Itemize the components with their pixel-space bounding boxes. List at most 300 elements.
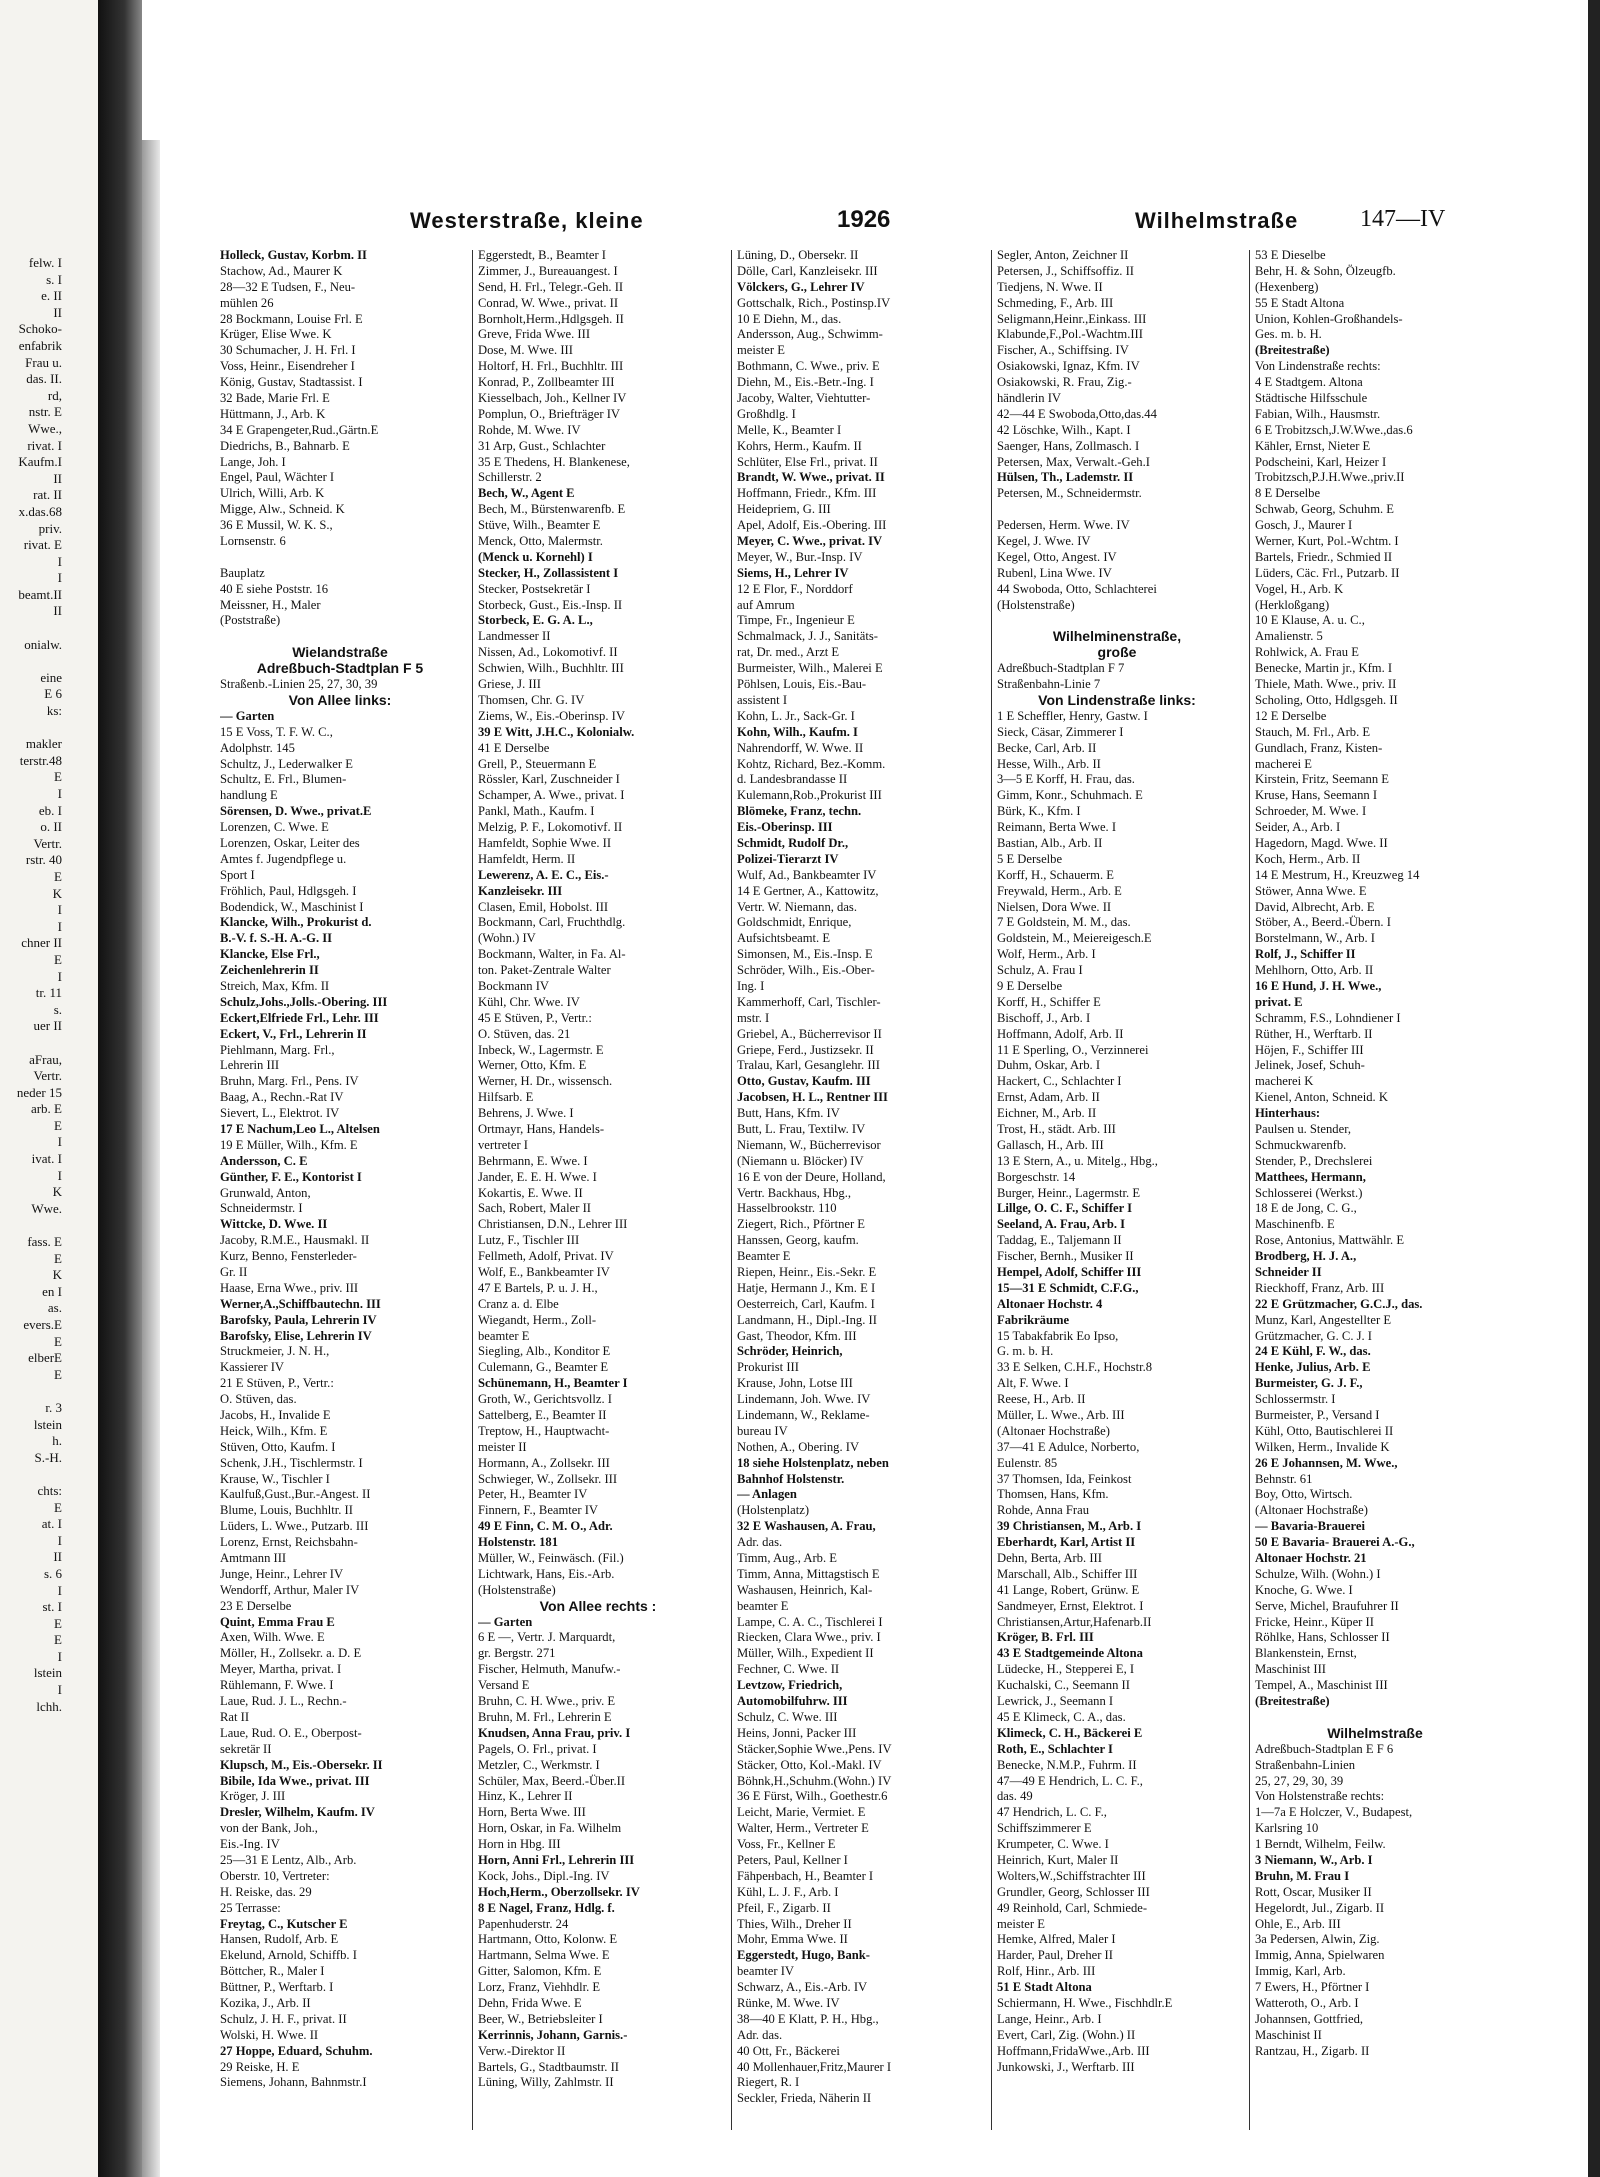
directory-entry: Bockmann, Carl, Fruchthdlg.: [478, 915, 626, 930]
directory-entry: Stender, P., Drechslerei: [1255, 1153, 1373, 1168]
directory-entry: Knoche, G. Wwe. I: [1255, 1582, 1353, 1597]
directory-entry: Blankenstein, Ernst,: [1255, 1646, 1357, 1661]
directory-entry: auf Amrum: [737, 597, 795, 612]
directory-entry: 12 E Flor, F., Norddorf: [737, 581, 853, 596]
directory-entry: Gottschalk, Rich., Postinsp.IV: [737, 295, 891, 310]
directory-entry: Ing. I: [737, 978, 765, 993]
fragment-line: enfabrik: [18, 337, 62, 353]
directory-entry: Versand E: [478, 1678, 530, 1693]
fragment-line: [0, 1035, 62, 1052]
fragment-line: E: [54, 1632, 62, 1648]
directory-entry: 12 E Derselbe: [1255, 708, 1327, 723]
directory-entry: Riegert, R. I: [737, 2075, 800, 2090]
directory-entry: Schwieger, W., Zollsekr. III: [478, 1471, 618, 1486]
directory-entry: Schüler, Max, Beerd.-Über.II: [478, 1773, 626, 1788]
directory-entry: Bürk, K., Kfm. I: [997, 804, 1081, 819]
directory-entry: (Altonaer Hochstraße): [1255, 1503, 1368, 1518]
running-head-year: 1926: [837, 206, 891, 233]
directory-entry: Rolf, Hinr., Arb. III: [997, 1964, 1096, 1979]
directory-entry: Treptow, H., Hauptwacht-: [478, 1423, 610, 1438]
directory-entry: Adreßbuch-Stadtplan F 7: [997, 661, 1125, 676]
directory-entry: Tralau, Karl, Gesanglehr. III: [737, 1058, 880, 1073]
directory-entry: Ziegert, Rich., Pförtner E: [737, 1217, 865, 1232]
fragment-line: nstr. E: [28, 404, 62, 420]
directory-entry: Lornsenstr. 6: [220, 534, 286, 549]
street-heading: Von Lindenstraße links:: [1038, 692, 1196, 708]
street-heading: Von Allee rechts :: [539, 1598, 657, 1614]
directory-entry: Grundler, Georg, Schlosser III: [997, 1884, 1150, 1899]
directory-entry: Thomsen, Chr. G. IV: [478, 692, 585, 707]
directory-entry: Werner, H. Dr., wissensch.: [478, 1074, 613, 1089]
directory-entry: Conrad, W. Wwe., privat. II: [478, 295, 619, 310]
fragment-line: [0, 620, 62, 637]
directory-entry: Kröger, J. III: [220, 1789, 286, 1804]
directory-entry: O. Stüven, das.: [220, 1392, 297, 1407]
directory-entry: Bruhn, M. Frl., Lehrerin E: [478, 1709, 612, 1724]
directory-entry: Ziems, W., Eis.-Oberinsp. IV: [478, 708, 625, 723]
street-heading: Wilhelmstraße: [1327, 1725, 1423, 1741]
directory-entry: Vertr. W. Niemann, das.: [737, 899, 857, 914]
directory-entry: Jacoby, R.M.E., Hausmakl. II: [220, 1233, 370, 1248]
directory-entry: 43 E Stadtgemeinde Altona: [997, 1646, 1143, 1661]
directory-entry: Wolters,W.,Schiffstrachter III: [997, 1868, 1146, 1883]
fragment-line: I: [57, 968, 62, 984]
directory-entry: O. Stüven, das. 21: [478, 1026, 571, 1041]
directory-entry: Stöber, A., Beerd.-Übern. I: [1255, 915, 1391, 930]
directory-entry: Fischer, Bernh., Musiker II: [997, 1249, 1134, 1264]
directory-entry: Hempel, Adolf, Schiffer III: [997, 1265, 1142, 1279]
directory-entry: Kulemann,Rob.,Prokurist III: [737, 788, 882, 803]
directory-entry: Rüther, H., Werftarb. II: [1255, 1026, 1373, 1041]
directory-entry: [997, 502, 1237, 518]
directory-entry: Eggerstedt, Hugo, Bank-: [737, 1948, 870, 1963]
fragment-line: Wwe.,: [28, 420, 62, 436]
directory-entry: von der Bank, Joh.,: [220, 1821, 318, 1836]
directory-entry: macherei E: [1255, 756, 1312, 771]
directory-entry: Kühl, Otto, Bautischlerei II: [1255, 1423, 1394, 1438]
directory-entry: Adr. das.: [737, 1535, 783, 1550]
fragment-line: I: [57, 1682, 62, 1698]
column-1: [220, 248, 460, 2091]
directory-entry: Straßenbahn-Linie 7: [997, 677, 1101, 692]
directory-entry: 38—40 E Klatt, P. H., Hbg.,: [737, 2011, 879, 2026]
directory-entry: Hüttmann, J., Arb. K: [220, 406, 326, 421]
fragment-line: E: [54, 951, 62, 967]
fragment-line: I: [57, 1134, 62, 1150]
directory-entry: Rohlwick, A. Frau E: [1255, 645, 1359, 660]
fragment-line: II: [53, 1549, 62, 1565]
directory-entry: Schneider II: [1255, 1265, 1322, 1279]
directory-entry: Gallasch, H., Arb. III: [997, 1137, 1104, 1152]
fragment-line: chts:: [37, 1482, 62, 1498]
fragment-line: I: [57, 918, 62, 934]
directory-entry: 26 E Johannsen, M. Wwe.,: [1255, 1455, 1398, 1470]
directory-entry: Kaulfuß,Gust.,Bur.-Angest. II: [220, 1487, 371, 1502]
directory-entry: Lewrick, J., Seemann I: [997, 1694, 1114, 1709]
column-rule: [991, 250, 992, 2130]
fragment-line: [0, 1383, 62, 1400]
directory-entry: Junkowski, J., Werftarb. III: [997, 2059, 1135, 2074]
directory-entry: Fechner, C. Wwe. II: [737, 1662, 840, 1677]
directory-entry: Freytag, C., Kutscher E: [220, 1916, 348, 1931]
directory-entry: Tiedjens, N. Wwe. II: [997, 279, 1103, 294]
directory-entry: Pomplun, O., Briefträger IV: [478, 406, 620, 421]
directory-entry: Fabrikräume: [997, 1312, 1070, 1327]
directory-entry: 39 Christiansen, M., Arb. I: [997, 1519, 1142, 1534]
directory-entry: Rolf, J., Schiffer II: [1255, 947, 1356, 962]
directory-entry: Schulz, A. Frau I: [997, 963, 1083, 978]
street-heading: Von Allee links:: [288, 692, 392, 708]
directory-entry: Kirstein, Fritz, Seemann E: [1255, 772, 1389, 787]
directory-entry: (Wohn.) IV: [478, 931, 536, 946]
directory-entry: Hackert, C., Schlachter I: [997, 1074, 1122, 1089]
directory-entry: Ohle, E., Arb. III: [1255, 1916, 1341, 1931]
fragment-line: Vertr.: [33, 835, 62, 851]
directory-entry: Oesterreich, Carl, Kaufm. I: [737, 1296, 875, 1311]
directory-entry: Scholing, Otto, Hdlgsgeh. II: [1255, 692, 1398, 707]
directory-entry: Pedersen, Herm. Wwe. IV: [997, 518, 1130, 533]
directory-entry: Kock, Johs., Dipl.-Ing. IV: [478, 1868, 610, 1883]
fragment-line: terstr.48: [19, 752, 62, 768]
directory-entry: 5 E Derselbe: [997, 851, 1063, 866]
directory-entry: Völckers, G., Lehrer IV: [737, 279, 865, 294]
fragment-line: ks:: [46, 703, 62, 719]
directory-entry: Holstenstr. 181: [478, 1535, 558, 1550]
directory-entry: rat, Dr. med., Arzt E: [737, 645, 840, 660]
directory-entry: Schillerstr. 2: [478, 470, 542, 485]
directory-entry: Lindemann, Joh. Wwe. IV: [737, 1392, 871, 1407]
fragment-line: I: [57, 902, 62, 918]
directory-entry: Kohn, Wilh., Kaufm. I: [737, 724, 858, 739]
directory-entry: 24 E Kühl, F. W., das.: [1255, 1344, 1371, 1359]
directory-entry: Streich, Max, Kfm. II: [220, 978, 330, 993]
directory-entry: Bothmann, C. Wwe., priv. E: [737, 359, 880, 374]
directory-entry: Lorenzen, Oskar, Leiter des: [220, 835, 360, 850]
directory-entry: Eis.-Oberinsp. III: [737, 820, 833, 835]
directory-entry: Landmesser II: [478, 629, 551, 644]
directory-entry: Apel, Adolf, Eis.-Obering. III: [737, 518, 887, 533]
directory-entry: Pankl, Math., Kaufm. I: [478, 804, 595, 819]
directory-entry: Schröder, Heinrich,: [737, 1344, 843, 1359]
directory-entry: Hemke, Alfred, Maler I: [997, 1932, 1116, 1947]
fragment-line: as.: [47, 1300, 62, 1316]
directory-entry: 36 E Fürst, Wilh., Goethestr.6: [737, 1789, 888, 1804]
directory-entry: Bartels, Friedr., Schmied II: [1255, 549, 1393, 564]
directory-entry: 3—5 E Korff, H. Frau, das.: [997, 772, 1135, 787]
directory-entry: 8 E Derselbe: [1255, 486, 1321, 501]
directory-entry: Lorenz, Ernst, Reichsbahn-: [220, 1535, 358, 1550]
directory-entry: Rott, Oscar, Musiker II: [1255, 1884, 1372, 1899]
directory-entry: Lüders, L. Wwe., Putzarb. III: [220, 1519, 369, 1534]
directory-entry: Höjen, F., Schiffer III: [1255, 1042, 1364, 1057]
directory-entry: Kühl, L. J. F., Arb. I: [737, 1884, 839, 1899]
directory-entry: Korff, H., Schauerm. E: [997, 867, 1114, 882]
directory-entry: Siems, H., Lehrer IV: [737, 565, 849, 580]
fragment-line: K: [52, 885, 62, 901]
directory-entry: Ekelund, Arnold, Schiffb. I: [220, 1948, 357, 1963]
fragment-line: Frau u.: [25, 354, 62, 370]
directory-entry: Adr. das.: [737, 2027, 783, 2042]
fragment-line: E 6: [44, 686, 62, 702]
directory-entry: Borstelmann, W., Arb. I: [1255, 931, 1375, 946]
fragment-line: en I: [42, 1283, 62, 1299]
directory-entry: Hagedorn, Magd. Wwe. II: [1255, 835, 1388, 850]
directory-entry: Bornholt,Herm.,Hdlgsgeh. II: [478, 311, 624, 326]
directory-entry: Timm, Anna, Mittagstisch E: [737, 1566, 880, 1581]
directory-entry: Fellmeth, Adolf, Privat. IV: [478, 1249, 614, 1264]
directory-entry: assistent I: [737, 692, 788, 707]
directory-entry: Munz, Karl, Angestellter E: [1255, 1312, 1392, 1327]
directory-entry: Lange, Joh. I: [220, 454, 286, 469]
directory-entry: Lindemann, W., Reklame-: [737, 1408, 870, 1423]
fragment-line: neder 15: [16, 1084, 62, 1100]
directory-entry: Stecker, Postsekretär I: [478, 581, 591, 596]
directory-entry: — Garten: [220, 708, 275, 723]
directory-entry: 53 E Dieselbe: [1255, 248, 1326, 262]
directory-entry: das. 49: [997, 1789, 1033, 1804]
directory-entry: Straßenbahn-Linien: [1255, 1757, 1356, 1772]
directory-entry: Amtes f. Jugendpflege u.: [220, 851, 347, 866]
directory-entry: Klupsch, M., Eis.-Obersekr. II: [220, 1757, 383, 1772]
directory-entry: 6 E Trobitzsch,J.W.Wwe.,das.6: [1255, 422, 1413, 437]
directory-entry: Engel, Paul, Wächter I: [220, 470, 335, 485]
directory-entry: 47—49 E Hendrich, L. C. F.,: [997, 1773, 1143, 1788]
directory-entry: 32 Bade, Marie Frl. E: [220, 391, 330, 406]
directory-entry: 39 E Witt, J.H.C., Kolonialw.: [478, 724, 635, 739]
directory-entry: 30 Schumacher, J. H. Frl. I: [220, 343, 356, 358]
directory-entry: Adolphstr. 145: [220, 740, 295, 755]
directory-entry: Beer, W., Betriebsleiter I: [478, 2011, 603, 2026]
directory-entry: Siemens, Johann, Bahnmstr.I: [220, 2075, 367, 2090]
directory-entry: Storbeck, Gust., Eis.-Insp. II: [478, 597, 623, 612]
column-3: [737, 248, 977, 2107]
fragment-line: onialw.: [24, 636, 62, 652]
street-heading: Adreßbuch-Stadtplan F 5: [256, 661, 424, 677]
directory-entry: 40 Mollenhauer,Fritz,Maurer I: [737, 2059, 892, 2074]
directory-entry: Hanssen, Georg, kaufm.: [737, 1233, 859, 1248]
fragment-line: felw. I: [28, 255, 62, 270]
directory-entry: 7 E Goldstein, M. M., das.: [997, 915, 1131, 930]
directory-entry: Lewerenz, A. E. C., Eis.-: [478, 867, 609, 882]
directory-entry: Von Lindenstraße rechts:: [1255, 359, 1381, 374]
directory-entry: Dresler, Wilhelm, Kaufm. IV: [220, 1805, 375, 1820]
directory-entry: (Holstenstraße): [478, 1582, 556, 1597]
directory-entry: Hinterhaus:: [1255, 1106, 1321, 1121]
directory-entry: Henke, Julius, Arb. E: [1255, 1360, 1371, 1375]
fragment-line: arb. E: [30, 1101, 62, 1117]
directory-entry: Günther, F. E., Kontorist I: [220, 1169, 362, 1184]
directory-entry: (Altonaer Hochstraße): [997, 1423, 1110, 1438]
directory-entry: privat. E: [1255, 994, 1303, 1009]
directory-entry: Barofsky, Paula, Lehrerin IV: [220, 1312, 377, 1327]
directory-entry: Lorz, Franz, Viehhdlr. E: [478, 1980, 601, 1995]
fragment-line: o. II: [40, 819, 62, 835]
directory-entry: Bockmann, Walter, in Fa. Al-: [478, 947, 626, 962]
directory-entry: Griese, J. III: [478, 677, 541, 692]
directory-entry: 42—44 E Swoboda,Otto,das.44: [997, 406, 1157, 421]
directory-entry: handlung E: [220, 788, 278, 803]
directory-entry: Watteroth, O., Arb. I: [1255, 1995, 1359, 2010]
directory-entry: (Holstenstraße): [997, 597, 1075, 612]
directory-entry: [220, 629, 460, 645]
directory-entry: Wiegandt, Herm., Zoll-: [478, 1312, 597, 1327]
directory-entry: 44 Swoboda, Otto, Schlachterei: [997, 581, 1157, 596]
directory-entry: Pöhlsen, Louis, Eis.-Bau-: [737, 677, 867, 692]
directory-entry: Schulze, Wilh. (Wohn.) I: [1255, 1566, 1381, 1581]
directory-entry: Send, H. Frl., Telegr.-Geh. II: [478, 279, 624, 294]
address-columns: [215, 248, 1505, 2128]
directory-entry: Otto, Gustav, Kaufm. III: [737, 1074, 871, 1089]
fragment-line: II: [53, 304, 62, 320]
directory-entry: Sattelberg, E., Beamter II: [478, 1408, 607, 1423]
directory-entry: 1—7a E Holczer, V., Budapest,: [1255, 1805, 1413, 1820]
directory-entry: Petersen, J., Schiffsoffiz. II: [997, 263, 1134, 278]
directory-entry: Gimm, Konr., Schuhmach. E: [997, 788, 1143, 803]
directory-entry: Rat II: [220, 1709, 250, 1724]
directory-entry: vertreter I: [478, 1137, 528, 1152]
directory-entry: Meyer, C. Wwe., privat. IV: [737, 534, 883, 549]
directory-entry: Ortmayr, Hans, Handels-: [478, 1121, 605, 1136]
directory-entry: Schultz, E. Frl., Blumen-: [220, 772, 347, 787]
directory-entry: Kiesselbach, Joh., Kellner IV: [478, 391, 627, 406]
directory-entry: Cranz a. d. Elbe: [478, 1296, 559, 1311]
directory-entry: Siegling, Alb., Konditor E: [478, 1344, 611, 1359]
directory-entry: Kurz, Benno, Fensterleder-: [220, 1249, 357, 1264]
directory-entry: Voss, Fr., Kellner E: [737, 1837, 836, 1852]
directory-entry: Amtmann III: [220, 1551, 287, 1566]
directory-entry: Fischer, Helmuth, Manufw.-: [478, 1662, 621, 1677]
directory-entry: Hoch,Herm., Oberzollsekr. IV: [478, 1884, 640, 1899]
fragment-line: x.das.68: [18, 503, 62, 519]
directory-entry: Nielsen, Dora Wwe. II: [997, 899, 1112, 914]
directory-entry: Kegel, Otto, Angest. IV: [997, 549, 1117, 564]
directory-entry: Stäcker,Sophie Wwe.,Pens. IV: [737, 1741, 892, 1756]
directory-entry: Taddag, E., Taljemann II: [997, 1233, 1122, 1248]
directory-entry: Büttner, P., Werftarb. I: [220, 1980, 334, 1995]
directory-entry: Bodendick, W., Maschinist I: [220, 899, 364, 914]
directory-entry: Möller, H., Zollsekr. a. D. E: [220, 1646, 362, 1661]
directory-entry: Butt, Hans, Kfm. IV: [737, 1106, 840, 1121]
directory-entry: Sieck, Cäsar, Zimmerer I: [997, 724, 1124, 739]
directory-entry: Hansen, Rudolf, Arb. E: [220, 1932, 339, 1947]
directory-entry: Sievert, L., Elektrot. IV: [220, 1106, 340, 1121]
fragment-line: K: [52, 1267, 62, 1283]
directory-entry: Lüders, Cäc. Frl., Putzarb. II: [1255, 565, 1400, 580]
directory-entry: ton. Paket-Zentrale Walter: [478, 963, 611, 978]
directory-entry: mühlen 26: [220, 295, 274, 310]
directory-entry: Karlsring 10: [1255, 1821, 1319, 1836]
directory-entry: Aufsichtsbeamt. E: [737, 931, 831, 946]
fragment-line: II: [53, 603, 62, 619]
directory-entry: Paulsen u. Stender,: [1255, 1121, 1352, 1136]
directory-entry: Niemann, W., Bücherrevisor: [737, 1137, 881, 1152]
directory-entry: Holleck, Gustav, Korbm. II: [220, 248, 367, 262]
directory-entry: 3 Niemann, W., Arb. I: [1255, 1852, 1373, 1867]
directory-entry: Kröger, B. Frl. III: [997, 1630, 1094, 1645]
directory-entry: Schlüter, Else Frl., privat. II: [737, 454, 878, 469]
directory-entry: Matthees, Hermann,: [1255, 1169, 1366, 1184]
directory-entry: Gundlach, Franz, Kisten-: [1255, 740, 1383, 755]
directory-entry: Holtorf, H. Frl., Buchhltr. III: [478, 359, 624, 374]
fragment-line: rivat. E: [23, 537, 62, 553]
directory-entry: Peters, Paul, Kellner I: [737, 1852, 848, 1867]
directory-entry: 47 Hendrich, L. C. F.,: [997, 1805, 1107, 1820]
directory-entry: Meissner, H., Maler: [220, 597, 321, 612]
directory-entry: Junge, Heinr., Lehrer IV: [220, 1566, 344, 1581]
directory-entry: (Breitestraße): [1255, 1694, 1330, 1709]
column-4: [997, 248, 1237, 2075]
directory-entry: Immig, Anna, Spielwaren: [1255, 1948, 1385, 1963]
directory-entry: bureau IV: [737, 1423, 788, 1438]
directory-entry: Stöwer, Anna Wwe. E: [1255, 883, 1367, 898]
directory-entry: Röhlke, Hans, Schlosser II: [1255, 1630, 1390, 1645]
directory-entry: Gosch, J., Maurer I: [1255, 518, 1353, 533]
directory-entry: Hatje, Hermann J., Km. E I: [737, 1280, 876, 1295]
directory-entry: Grützmacher, G. C. J. I: [1255, 1328, 1373, 1343]
directory-entry: Alt, F. Wwe. I: [997, 1376, 1069, 1391]
directory-entry: Hesse, Wilh., Arb. II: [997, 756, 1101, 771]
directory-entry: 15 Tabakfabrik Eo Ipso,: [997, 1328, 1119, 1343]
directory-entry: Bartels, G., Stadtbaumstr. II: [478, 2059, 619, 2074]
directory-entry: Heidepriem, G. III: [737, 502, 831, 517]
directory-entry: Storbeck, E. G. A. L.,: [478, 613, 593, 628]
directory-entry: Menck, Otto, Malermstr.: [478, 534, 603, 549]
directory-entry: 31 Arp, Gust., Schlachter: [478, 438, 606, 453]
directory-entry: Hasselbrookstr. 110: [737, 1201, 837, 1216]
directory-entry: Riecken, Clara Wwe., priv. I: [737, 1630, 881, 1645]
directory-entry: Bockmann IV: [478, 978, 549, 993]
directory-entry: 16 E von der Deure, Holland,: [737, 1169, 886, 1184]
directory-entry: Hartmann, Otto, Kolonw. E: [478, 1932, 618, 1947]
directory-entry: Hilfsarb. E: [478, 1090, 534, 1105]
directory-entry: Schroeder, M. Wwe. I: [1255, 804, 1367, 819]
directory-entry: 8 E Nagel, Franz, Hdlg. f.: [478, 1900, 615, 1915]
directory-entry: Levtzow, Friedrich,: [737, 1678, 843, 1693]
directory-entry: Bischoff, J., Arb. I: [997, 1010, 1091, 1025]
directory-entry: Rössler, Karl, Zuschneider I: [478, 772, 620, 787]
directory-entry: Werner, Otto, Kfm. E: [478, 1058, 587, 1073]
directory-entry: Osiakowski, R. Frau, Zig.-: [997, 375, 1132, 390]
directory-entry: Seligmann,Heinr.,Einkass. III: [997, 311, 1147, 326]
directory-entry: Haase, Erna Wwe., priv. III: [220, 1280, 359, 1295]
directory-entry: Mohr, Emma Wwe. II: [737, 1932, 848, 1947]
directory-entry: Fabian, Wilh., Hausmstr.: [1255, 406, 1381, 421]
directory-entry: Greve, Frida Wwe. III: [478, 327, 591, 342]
directory-entry: Reimann, Berta Wwe. I: [997, 820, 1117, 835]
directory-entry: Dehn, Berta, Arb. III: [997, 1551, 1102, 1566]
directory-entry: Horn, Berta Wwe. III: [478, 1805, 586, 1820]
directory-entry: Werner,A.,Schiffbautechn. III: [220, 1296, 381, 1311]
directory-entry: Pagels, O. Frl., privat. I: [478, 1741, 597, 1756]
directory-entry: Schwarz, A., Eis.-Arb. IV: [737, 1980, 868, 1995]
directory-entry: 1 E Scheffler, Henry, Gastw. I: [997, 708, 1148, 723]
directory-entry: Finnern, F., Beamter IV: [478, 1503, 599, 1518]
directory-entry: Pfeil, F., Zigarb. II: [737, 1900, 831, 1915]
fragment-line: Wwe.: [31, 1200, 62, 1216]
directory-entry: Grell, P., Steuermann E: [478, 756, 597, 771]
fragment-line: s. I: [46, 271, 62, 287]
fragment-line: beamt.II: [18, 586, 62, 602]
directory-entry: 10 E Diehn, M., das.: [737, 311, 842, 326]
directory-entry: Hoffmann, Friedr., Kfm. III: [737, 486, 877, 501]
directory-entry: Von Holstenstraße rechts:: [1255, 1789, 1385, 1804]
column-rule: [472, 250, 473, 2130]
directory-entry: Horn, Oskar, in Fa. Wilhelm: [478, 1821, 622, 1836]
fragment-line: lchh.: [36, 1698, 62, 1714]
directory-entry: Rubenl, Lina Wwe. IV: [997, 565, 1112, 580]
directory-entry: Krause, W., Tischler I: [220, 1471, 330, 1486]
directory-entry: (Poststraße): [220, 613, 281, 628]
